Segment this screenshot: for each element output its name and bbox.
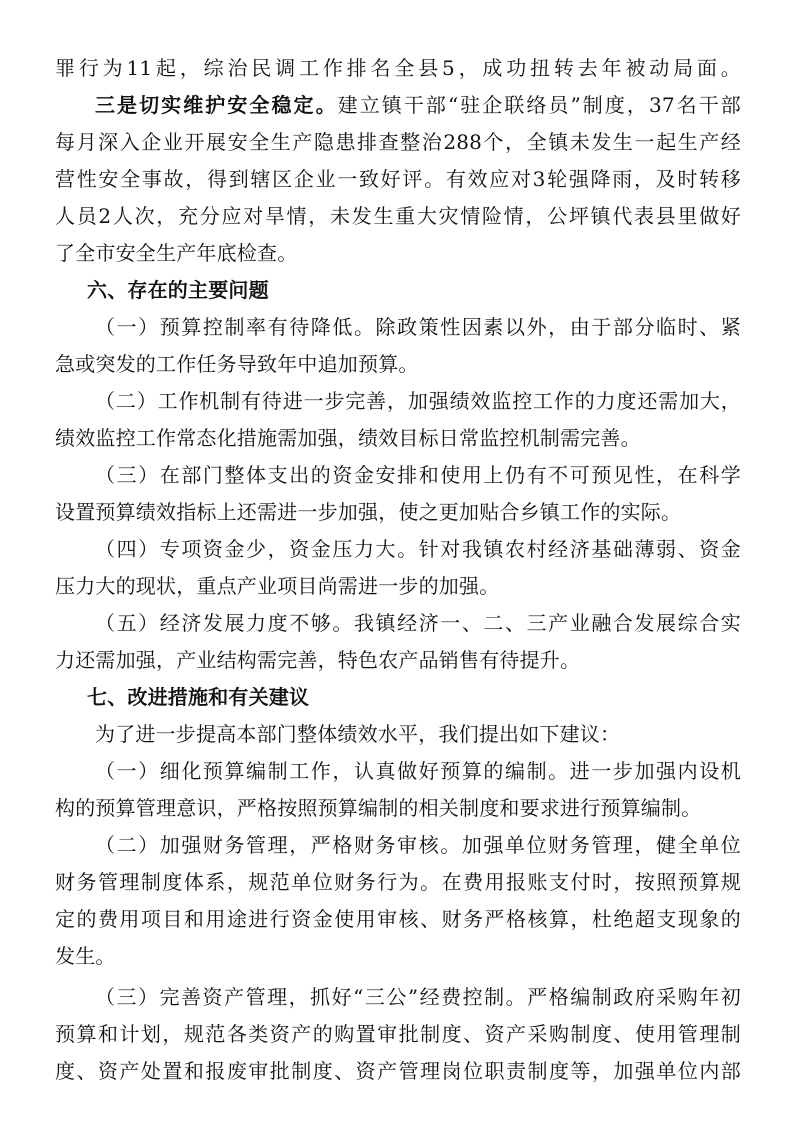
paragraph-line: 设置预算绩效指标上还需进一步加强，使之更加贴合乡镇工作的实际。 [55, 500, 682, 524]
paragraph-line: 营性安全事故，得到辖区企业一致好评。有效应对3轮强降雨，及时转移 [55, 167, 741, 191]
paragraph-line: 构的预算管理意识，严格按照预算编制的相关制度和要求进行预算编制。 [55, 796, 702, 820]
paragraph-line: （二）工作机制有待进一步完善，加强绩效监控工作的力度还需加大， [95, 389, 741, 413]
paragraph-line: 压力大的现状，重点产业项目尚需进一步的加强。 [55, 574, 500, 598]
bold-lead-phrase: 三是切实维护安全稳定。 [95, 93, 338, 117]
paragraph-line: 罪行为11起，综治民调工作排名全县5，成功扭转去年被动局面。 [55, 56, 741, 80]
paragraph-line: 度、资产处置和报废审批制度、资产管理岗位职责制度等，加强单位内部 [55, 1059, 741, 1083]
paragraph-line: 预算和计划，规范各类资产的购置审批制度、资产采购制度、使用管理制 [55, 1022, 741, 1046]
paragraph-line: （一）细化预算编制工作，认真做好预算的编制。进一步加强内设机 [95, 759, 741, 783]
paragraph-line [55, 87, 741, 124]
section-heading: 六、存在的主要问题 [87, 278, 269, 302]
paragraph-line: 为了进一步提高本部门整体绩效水平，我们提出如下建议： [95, 722, 621, 746]
paragraph-line: （五）经济发展力度不够。我镇经济一、二、三产业融合发展综合实 [95, 611, 741, 635]
document-page [55, 50, 741, 1090]
paragraph-line: （一）预算控制率有待降低。除政策性因素以外，由于部分临时、紧 [95, 315, 741, 339]
paragraph-line: 财务管理制度体系，规范单位财务行为。在费用报账支付时，按照预算规 [55, 870, 741, 894]
paragraph-line: （三）完善资产管理，抓好“三公”经费控制。严格编制政府采购年初 [95, 985, 741, 1009]
paragraph-line: （二）加强财务管理，严格财务审核。加强单位财务管理，健全单位 [95, 833, 741, 857]
paragraph-line: 绩效监控工作常态化措施需加强，绩效目标日常监控机制需完善。 [55, 426, 641, 450]
paragraph-line-text: 建立镇干部“驻企联络员”制度，37名干部 [337, 93, 741, 117]
paragraph-line: 人员2人次，充分应对旱情，未发生重大灾情险情，公坪镇代表县里做好 [55, 204, 741, 228]
section-heading: 七、改进措施和有关建议 [87, 685, 310, 709]
paragraph-line: 发生。 [55, 944, 116, 968]
paragraph-line: 了全市安全生产年底检查。 [55, 241, 298, 265]
paragraph-line: 每月深入企业开展安全生产隐患排查整治288个，全镇未发生一起生产经 [55, 130, 741, 154]
paragraph-line: 定的费用项目和用途进行资金使用审核、财务严格核算，杜绝超支现象的 [55, 907, 741, 931]
paragraph-line: 急或突发的工作任务导致年中追加预算。 [55, 352, 419, 376]
paragraph-line: （四）专项资金少，资金压力大。针对我镇农村经济基础薄弱、资金 [95, 537, 741, 561]
paragraph-line: 力还需加强，产业结构需完善，特色农产品销售有待提升。 [55, 648, 581, 672]
paragraph-line: （三）在部门整体支出的资金安排和使用上仍有不可预见性，在科学 [95, 463, 741, 487]
